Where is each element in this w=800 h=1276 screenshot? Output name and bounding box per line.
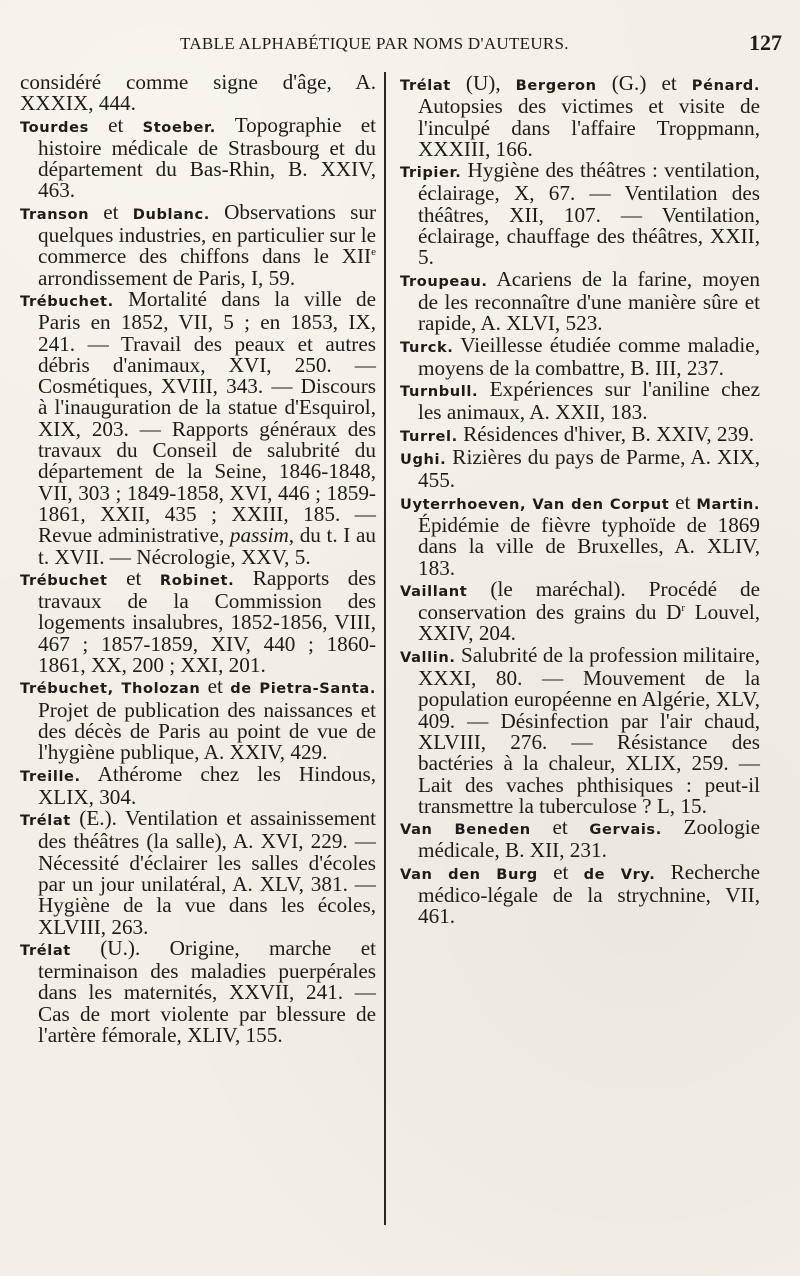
entry-text: Recherche médico-légale de la strychnine, VII, 461.	[418, 859, 760, 929]
index-entry: Van den Burg et de Vry. Recherche médico-légale de la strychnine, VII, 461.	[400, 859, 760, 929]
entry-text: arrondissement de Paris, I, 59.	[38, 265, 296, 290]
entry-text: (le maréchal). Procédé de conservation des grains du D	[418, 576, 760, 625]
index-entry	[400, 447, 760, 492]
entry-text: Mortalité dans la ville de Paris en 1852, VII, 5 ; en 1853, IX, 241. — Travail des peaux et autres débris d'animaux, XVI, 250. — Cosmétiques, XVIII, 343. — Discours à l'inauguration de la statue d'Esquirol, XIX, 203. — Rapports généraux des travaux du Conseil de salubrité du département de la Seine, 1846-1848, VII, 303 ; 1849-1858, XVI, 446 ; 1859-1861, XXII, 435 ; XXIII, 185. — Revue administrative,	[38, 286, 376, 548]
index-entry: Trébuchet, Tholozan et de Pietra-Santa. Projet de publication des naissances et des décès de Paris au point de vue de l'hygiène publique, A. XXIV, 429.	[20, 674, 376, 765]
author-name: Ughi.	[400, 451, 447, 469]
column-divider	[384, 72, 386, 1225]
entry-text: Louvel, XXIV, 204.	[418, 600, 761, 646]
index-entry	[400, 642, 760, 818]
index-entry: Trélat (U), Bergeron (G.) et Pénard. Autopsies des victimes et visite de l'inculpé dans l'affaire Troppmann, XXXIII, 166.	[400, 71, 760, 161]
index-entry	[20, 935, 376, 1048]
author-name: Pénard.	[691, 77, 760, 94]
index-entry: Tourdes et Stoeber. Topographie et histoire médicale de Strasbourg et du département du Bas-Rhin, B. XXIV, 463.	[20, 112, 376, 203]
entry-text: , du t. I au t. XVII. — Nécrologie, XXV, 5.	[38, 523, 376, 569]
author-name: Uyterrhoeven, Van den Corput	[400, 495, 670, 513]
entry-text: Athérome chez les Hindous, XLIX, 304.	[38, 761, 376, 809]
author-name: de Pietra-Santa.	[230, 680, 376, 698]
author-name: Transon	[20, 205, 90, 223]
entry-text: Autopsies des victimes et visite de l'inculpé dans l'affaire Troppmann, XXXIII, 166.	[418, 94, 760, 161]
author-name: Van den Burg	[400, 865, 538, 883]
index-entry	[20, 286, 376, 569]
header-title: TABLE ALPHABÉTIQUE PAR NOMS D'AUTEURS.	[180, 34, 569, 53]
italic-text: passim	[229, 523, 289, 548]
author-name: Trélat	[400, 77, 451, 94]
entry-text: Observations sur quelques industries, en particulier sur le commerce des chiffons dans le XII	[38, 199, 376, 269]
superscript: r	[681, 602, 686, 615]
author-name: de Vry.	[583, 865, 656, 883]
page-number: 127	[749, 30, 782, 55]
author-name: Dublanc.	[132, 205, 210, 223]
author-name: Gervais.	[589, 821, 662, 839]
left-column	[20, 72, 376, 1046]
author-name: Troupeau.	[400, 272, 488, 290]
entry-text: Expériences sur l'aniline chez les animaux, A. XXII, 183.	[418, 377, 760, 425]
author-name: Tripier.	[400, 164, 462, 182]
author-name: Trébuchet, Tholozan	[20, 680, 201, 698]
entry-text: (U.). Origine, marche et terminaison des maladies puerpérales dans les maternités, XXVII, 241. — Cas de mort violente par blessure de l'artère fémorale, XLIV, 155.	[38, 935, 376, 1048]
index-entry	[20, 761, 376, 809]
index-entry	[400, 379, 760, 424]
entry-text: Projet de publication des naissances et des décès de Paris au point de vue de l'hygiène publique, A. XXIV, 429.	[38, 697, 376, 765]
entry-text: Salubrité de la profession militaire, XXXI, 80. — Mouvement de la population européenne en Algérie, XLV, 409. — Désinfection par l'air chaud, XLVIII, 276. — Résistance des bactéries à la chaleur, XLIX, 259. — Lait des vaches phthisiques : peut-il transmettre la tuberculose ? L, 15.	[418, 642, 760, 818]
author-name: Vallin.	[400, 648, 456, 666]
author-name: Vaillant	[400, 582, 468, 600]
index-entry: Uyterrhoeven, Van den Corput et Martin. Épidémie de fièvre typhoïde de 1869 dans la ville de Bruxelles, A. XLIV, 183.	[400, 489, 761, 580]
entry-text: Hygiène des théâtres : ventilation, éclairage, X, 67. — Ventilation des théâtres, XII, 107. — Ventilation, éclairage, chauffage des théâtres, XXII, 5.	[418, 158, 760, 270]
index-entry: Van Beneden et Gervais. Zoologie médicale, B. XII, 231.	[400, 815, 760, 863]
entry-text: Vieillesse étudiée comme maladie, moyens de la combattre, B. III, 237.	[418, 332, 760, 380]
author-name: Van Beneden	[400, 821, 531, 839]
index-entry: Transon et Dublanc. Observations sur quelques industries, en particulier sur le commerce des chiffons dans le XIIe arrondissement de Paris, I, 59.	[20, 199, 376, 290]
entry-text: Rapports des travaux de la Commission des logements insalubres, 1852-1856, VIII, 467 ; 1857-1859, XIV, 440 ; 1860-1861, XX, 200 ; XXI, 201.	[38, 565, 377, 678]
entry-text: Épidémie de fièvre typhoïde de 1869 dans la ville de Bruxelles, A. XLIV, 183.	[418, 512, 760, 580]
entry-text: Zoologie médicale, B. XII, 231.	[418, 815, 760, 863]
author-name: Treille.	[20, 767, 81, 785]
entry-text: Topographie et histoire médicale de Strasbourg et du département du Bas-Rhin, B. XXIV, 463.	[38, 112, 376, 203]
index-entry	[400, 576, 761, 646]
entry-text: (E.). Ventilation et assainissement des théâtres (la salle), A. XVI, 229. — Nécessité d'éclairer les salles d'écoles par un jour unilatéral, A. XLV, 381. — Hygiène de la vue dans les écoles, XLVIII, 263.	[38, 806, 376, 939]
index-entry	[20, 808, 376, 938]
author-name: Stoeber.	[142, 118, 216, 136]
index-entry: considéré comme signe d'âge, A. XXXIX, 444.	[20, 70, 376, 116]
index-entry	[400, 160, 760, 268]
author-name: Turck.	[400, 338, 454, 356]
author-name: Bergeron	[515, 77, 597, 94]
author-name: Trébuchet.	[20, 292, 114, 310]
author-name: Trébuchet	[20, 571, 108, 589]
entry-text: Résidences d'hiver, B. XXIV, 239.	[457, 421, 755, 446]
entry-text: Rizières du pays de Parme, A. XIX, 455.	[418, 445, 760, 493]
author-name: Robinet.	[159, 571, 235, 589]
author-name: Tourdes	[20, 118, 89, 136]
author-name: Turrel.	[400, 427, 458, 445]
right-column	[400, 73, 760, 928]
index-entry	[400, 266, 760, 336]
author-name: Martin.	[696, 495, 761, 513]
superscript: e	[371, 246, 376, 259]
running-header	[0, 30, 800, 58]
author-name: Turnbull.	[400, 383, 479, 401]
index-entry	[400, 332, 760, 380]
author-name: Trélat	[20, 812, 71, 830]
author-name: Trélat	[20, 941, 71, 959]
index-entry	[400, 421, 760, 447]
index-entry: Trébuchet et Robinet. Rapports des travaux de la Commission des logements insalubres, 1852-1856, VIII, 467 ; 1857-1859, XIV, 440 ; 1860-1861, XX, 200 ; XXI, 201.	[20, 565, 377, 678]
entry-text: Acariens de la farine, moyen de les reconnaître d'une manière sûre et rapide, A. XLVI, 523.	[418, 266, 760, 336]
